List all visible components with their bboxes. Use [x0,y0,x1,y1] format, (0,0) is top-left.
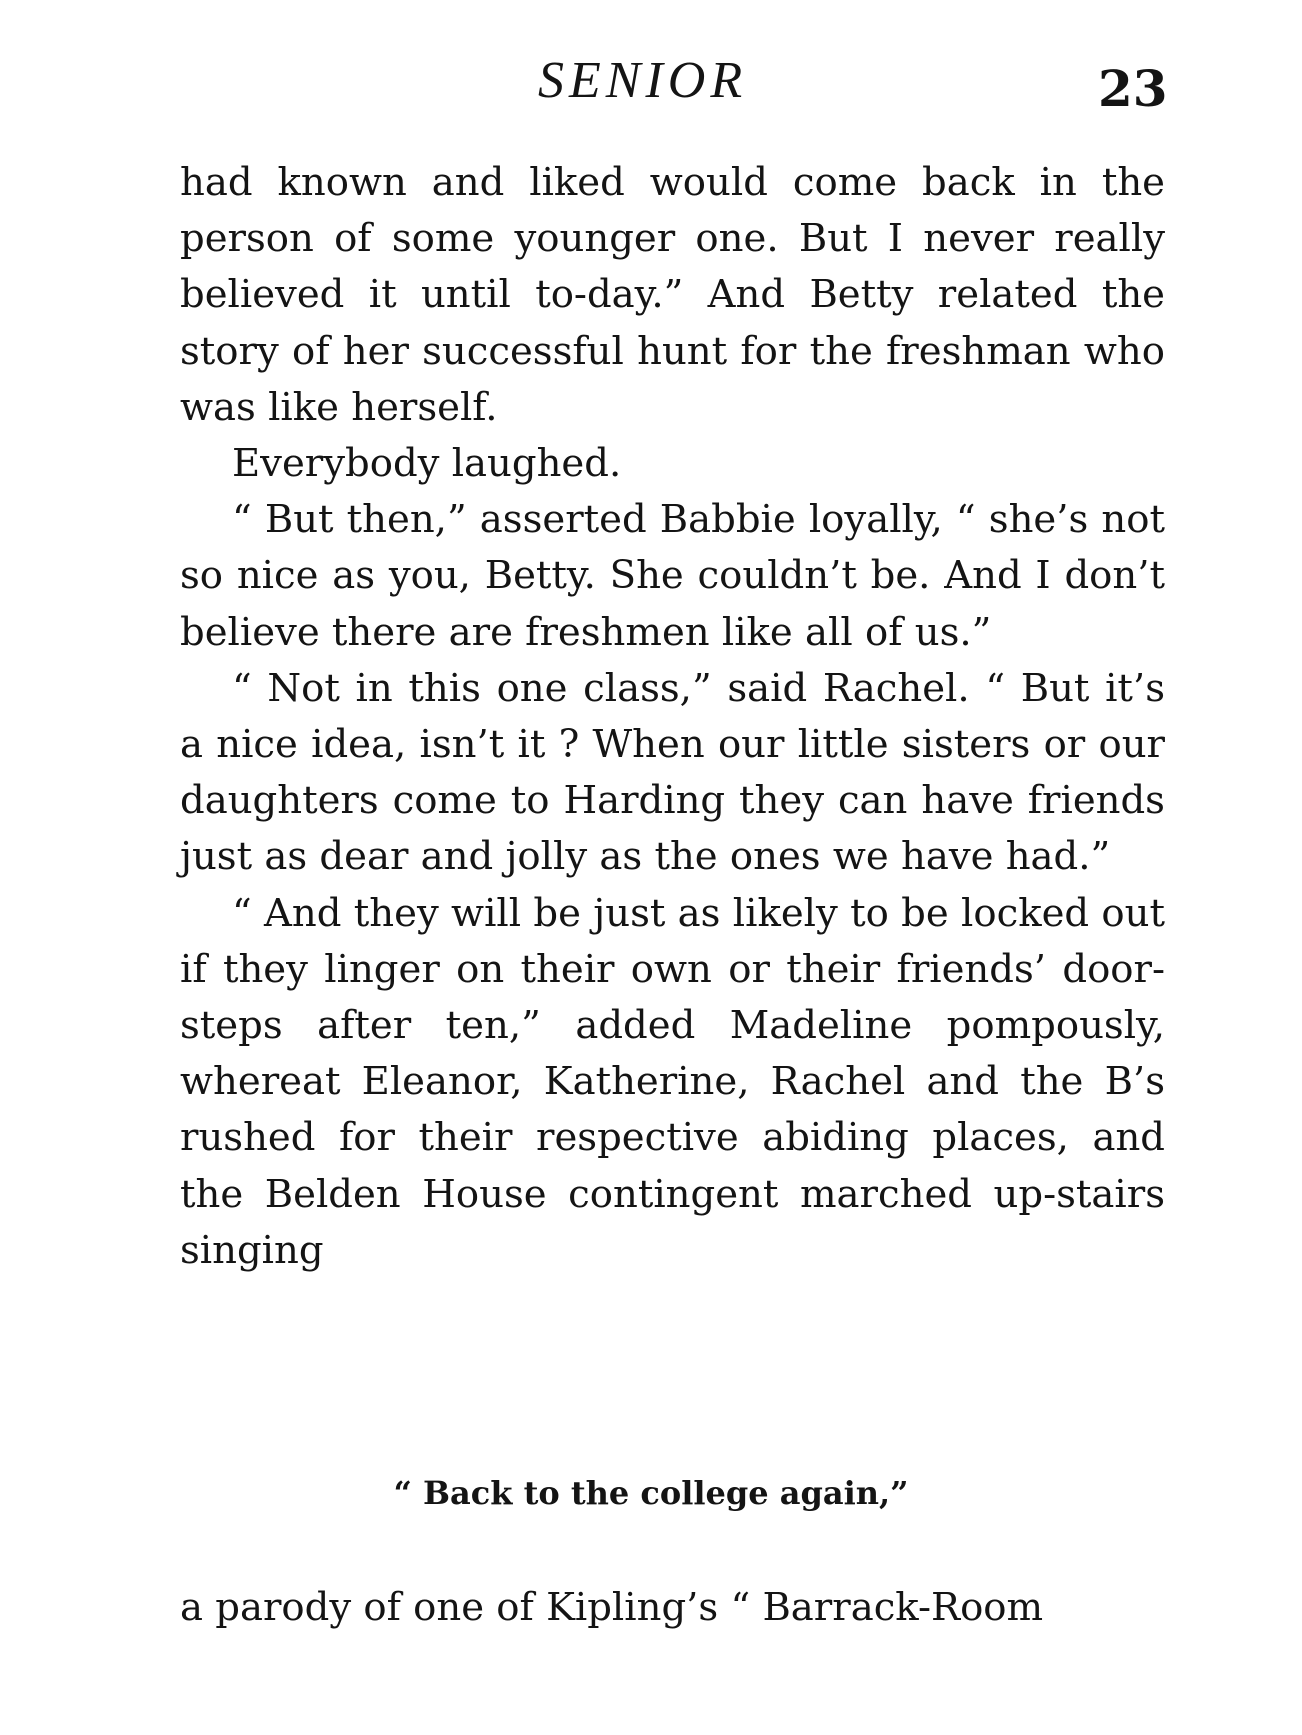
paragraph: had known and liked would come back in the person of some younger one. But I never really believed it until to-day.” And Betty related the story of her successful hunt for the freshman who was like herself. [180,160,1165,430]
continuation-line: a parody of one of Kipling’s “ Barrack-Room [180,1585,1044,1630]
paragraph: “ But then,” asserted Babbie loyally, “ she’s not so nice as you, Betty. She couldn’t be. And I don’t believe there are freshmen like all of us.” [180,497,1165,655]
running-title: SENIOR [538,52,748,109]
running-head [0,46,1302,116]
paragraph: Everybody laughed. [232,441,622,487]
body-text [180,155,1165,1279]
song-quote: “ Back to the college again,” [393,1474,909,1512]
paragraph: “ And they will be just as likely to be locked out if they linger on their own or their friends’ door-steps after ten,” added Madeline pompously, whereat Eleanor, Katherine, Rachel and the B’s rushed for their respective abiding places, and the Belden House contingent marched up-stairs singing [180,890,1165,1273]
paragraph: “ Not in this one class,” said Rachel. “ But it’s a nice idea, isn’t it ? When our little sisters or our daughters come to Harding they can have friends just as dear and jolly as the ones we have had.” [180,665,1165,880]
page-number: 23 [1098,59,1168,118]
